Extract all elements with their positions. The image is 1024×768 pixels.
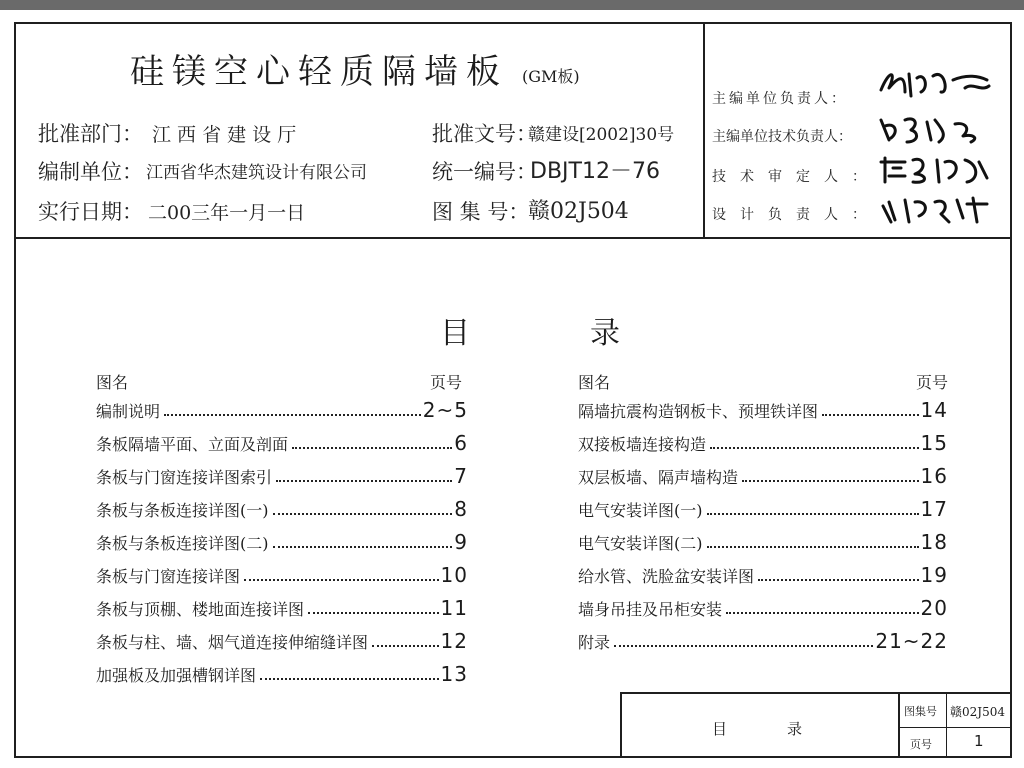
- toc-entry-page: 9: [454, 530, 468, 554]
- atlas-number-value: 赣02J504: [528, 199, 629, 224]
- tech-reviewer-label: 技术审定人：: [712, 169, 880, 185]
- toc-entry-page: 8: [454, 497, 468, 521]
- signature-chief-tech-head: [875, 112, 995, 146]
- toc-entry[interactable]: [578, 431, 948, 455]
- toc-leader-dots: [164, 414, 421, 416]
- effective-date-value: 二00三年一月一日: [148, 202, 306, 224]
- toc-entry-title: 加强板及加强槽钢详图: [96, 666, 257, 685]
- toc-left-col-page: 页号: [430, 373, 463, 392]
- toc-leader-dots: [742, 480, 919, 482]
- toc-entry[interactable]: [578, 563, 948, 587]
- toc-entry-title: 给水管、洗脸盆安装详图: [578, 567, 755, 586]
- toc-entry[interactable]: [578, 596, 948, 620]
- atlas-number-label: 图 集 号：: [432, 200, 530, 224]
- effective-date-label: 实行日期：: [38, 200, 143, 224]
- toc-entry[interactable]: [96, 629, 468, 653]
- chief-unit-head-label: 主编单位负责人：: [712, 91, 848, 107]
- footer-title: 目 录: [712, 720, 803, 738]
- toc-entry-title: 条板与条板连接详图(一): [96, 501, 269, 520]
- footer-block-label-divider: [946, 692, 947, 758]
- footer-block-top: [620, 692, 1012, 694]
- toc-entry-title: 条板与门窗连接详图: [96, 567, 241, 586]
- toc-entry-title: 条板与顶棚、楼地面连接详图: [96, 600, 305, 619]
- toc-entry[interactable]: [578, 497, 948, 521]
- toc-leader-dots: [614, 645, 873, 647]
- frame-top: [14, 22, 1012, 24]
- toc-leader-dots: [260, 678, 439, 680]
- document-title: 硅镁空心轻质隔墙板: [130, 52, 508, 92]
- header-vertical-rule: [703, 22, 705, 239]
- toc-leader-dots: [707, 513, 919, 515]
- approval-dept-label: 批准部门：: [38, 122, 143, 146]
- chief-tech-head-label: 主编单位技术负责人：: [712, 129, 852, 145]
- design-head-label: 设计负责人：: [712, 207, 880, 223]
- approval-number-label: 批准文号：: [432, 122, 537, 146]
- toc-leader-dots: [372, 645, 439, 647]
- toc-entry-page: 19: [920, 563, 948, 587]
- unified-number-label: 统一编号：: [432, 160, 537, 184]
- toc-leader-dots: [292, 447, 452, 449]
- toc-leader-dots: [308, 612, 439, 614]
- toc-left-col-name: 图名: [96, 373, 129, 392]
- toc-entry-page: 10: [440, 563, 468, 587]
- toc-entry[interactable]: [96, 563, 468, 587]
- compiler-label: 编制单位：: [38, 160, 143, 184]
- toc-entry[interactable]: [96, 431, 468, 455]
- toc-entry[interactable]: [96, 464, 468, 488]
- toc-entry-title: 条板隔墙平面、立面及剖面: [96, 435, 289, 454]
- frame-bottom: [14, 756, 1012, 758]
- footer-atlas-label: 图集号: [904, 705, 937, 718]
- toc-heading: 目 录: [440, 316, 620, 351]
- top-scan-bar: [0, 0, 1024, 10]
- toc-entry[interactable]: [578, 629, 948, 653]
- toc-entry[interactable]: [96, 596, 468, 620]
- toc-entry[interactable]: [578, 398, 948, 422]
- approval-dept-value: 江 西 省 建 设 厅: [152, 124, 297, 146]
- toc-entry-page: 18: [920, 530, 948, 554]
- toc-entry-page: 21~22: [875, 629, 948, 653]
- frame-right: [1010, 22, 1012, 758]
- toc-entry-page: 20: [920, 596, 948, 620]
- toc-entry-page: 11: [440, 596, 468, 620]
- toc-entry-title: 墙身吊挂及吊柜安装: [578, 600, 723, 619]
- toc-leader-dots: [273, 513, 453, 515]
- frame-left: [14, 22, 16, 758]
- toc-entry-title: 编制说明: [96, 402, 161, 421]
- header-bottom-rule: [14, 237, 1012, 239]
- toc-entry-page: 13: [440, 662, 468, 686]
- toc-leader-dots: [726, 612, 919, 614]
- compiler-value: 江西省华杰建筑设计有限公司: [146, 163, 367, 183]
- footer-block-mid-h: [898, 727, 1012, 728]
- toc-entry[interactable]: [96, 530, 468, 554]
- toc-entry-page: 2~5: [422, 398, 468, 422]
- toc-entry[interactable]: [578, 464, 948, 488]
- toc-leader-dots: [710, 447, 919, 449]
- toc-entry-page: 16: [920, 464, 948, 488]
- unified-number-value: DBJT12－76: [530, 159, 660, 184]
- toc-entry[interactable]: [578, 530, 948, 554]
- toc-entry-title: 附录: [578, 633, 611, 652]
- signature-design-head: [875, 192, 995, 226]
- toc-entry[interactable]: [96, 497, 468, 521]
- toc-leader-dots: [822, 414, 919, 416]
- toc-leader-dots: [276, 480, 452, 482]
- toc-entry-title: 电气安装详图(二): [578, 534, 703, 553]
- toc-entry[interactable]: [96, 398, 468, 422]
- signature-chief-unit-head: [875, 66, 995, 100]
- toc-entry-page: 14: [920, 398, 948, 422]
- toc-entry-page: 7: [454, 464, 468, 488]
- toc-entry-page: 6: [454, 431, 468, 455]
- document-title-suffix: (GM板): [522, 67, 580, 86]
- toc-entry[interactable]: [96, 662, 468, 686]
- footer-page-value: 1: [974, 732, 984, 750]
- toc-entry-page: 12: [440, 629, 468, 653]
- toc-leader-dots: [758, 579, 919, 581]
- toc-entry-title: 条板与条板连接详图(二): [96, 534, 269, 553]
- toc-right-col-page: 页号: [916, 373, 949, 392]
- toc-entry-title: 隔墙抗震构造钢板卡、预埋铁详图: [578, 402, 819, 421]
- footer-atlas-value: 赣02J504: [950, 705, 1005, 719]
- toc-entry-page: 17: [920, 497, 948, 521]
- toc-leader-dots: [273, 546, 453, 548]
- toc-entry-title: 条板与柱、墙、烟气道连接伸缩缝详图: [96, 633, 369, 652]
- signature-tech-reviewer: [875, 152, 995, 186]
- footer-block-divider: [898, 692, 900, 758]
- toc-entry-title: 双接板墙连接构造: [578, 435, 707, 454]
- toc-entry-title: 双层板墙、隔声墙构造: [578, 468, 739, 487]
- toc-entry-title: 条板与门窗连接详图索引: [96, 468, 273, 487]
- toc-right-col-name: 图名: [578, 373, 611, 392]
- toc-leader-dots: [707, 546, 919, 548]
- footer-page-label: 页号: [910, 738, 932, 751]
- toc-leader-dots: [244, 579, 439, 581]
- approval-number-value: 赣建设[2002]30号: [528, 125, 675, 145]
- toc-entry-title: 电气安装详图(一): [578, 501, 703, 520]
- footer-block-left: [620, 692, 622, 758]
- toc-entry-page: 15: [920, 431, 948, 455]
